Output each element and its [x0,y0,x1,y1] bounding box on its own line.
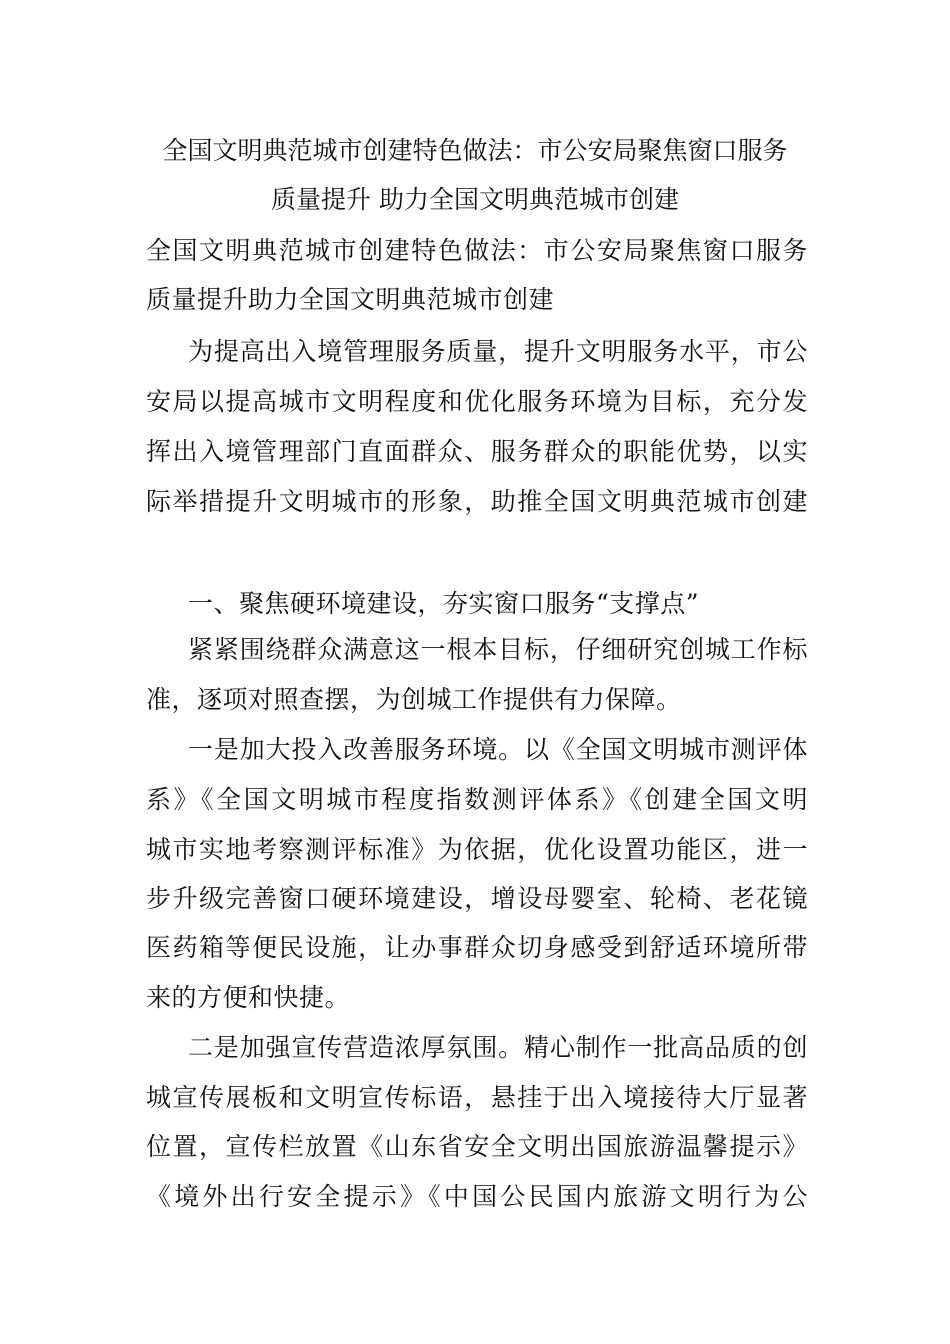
paragraph-1-line-4: 际举措提升文明城市的形象，助推全国文明典范城市创建 [146,487,808,516]
paragraph-3-line-2: 系》《全国文明城市程度指数测评体系》《创建全国文明 [146,785,808,814]
paragraph-4-line-2: 城宣传展板和文明宣传标语，悬挂于出入境接待大厅显著 [146,1083,808,1112]
paragraph-3-line-6: 来的方便和快捷。 [146,983,351,1012]
paragraph-3-line-4: 步升级完善窗口硬环境建设，增设母婴室、轮椅、老花镜 [146,884,808,913]
paragraph-1-line-1: 为提高出入境管理服务质量，提升文明服务水平，市公 [188,337,808,366]
title-line-1: 全国文明典范城市创建特色做法：市公安局聚焦窗口服务 [162,136,788,165]
paragraph-2-line-1: 紧紧围绕群众满意这一根本目标，仔细研究创城工作标 [188,635,808,664]
paragraph-4-line-1: 二是加强宣传营造浓厚氛围。精心制作一批高品质的创 [188,1033,808,1062]
title-line-2: 质量提升 助力全国文明典范城市创建 [271,185,679,214]
paragraph-3-line-3: 城市实地考察测评标准》为依据，优化设置功能区，进一 [146,835,808,864]
paragraph-4-line-3: 位置，宣传栏放置《山东省安全文明出国旅游温馨提示》 [146,1132,808,1161]
paragraph-2-line-2: 准，逐项对照查摆，为创城工作提供有力保障。 [146,685,682,714]
subtitle-line-1: 全国文明典范城市创建特色做法：市公安局聚焦窗口服务 [146,236,808,265]
paragraph-1-line-2: 安局以提高城市文明程度和优化服务环境为目标，充分发 [146,387,808,416]
paragraph-3-line-5: 医药箱等便民设施，让办事群众切身感受到舒适环境所带 [146,933,808,962]
paragraph-4-line-4: 《境外出行安全提示》《中国公民国内旅游文明行为公 [146,1182,808,1211]
paragraph-1-line-3: 挥出入境管理部门直面群众、服务群众的职能优势，以实 [146,437,808,466]
section-heading-1: 一、聚焦硬环境建设，夯实窗口服务“支撑点” [188,589,700,618]
subtitle-line-2: 质量提升助力全国文明典范城市创建 [146,285,555,314]
paragraph-3-line-1: 一是加大投入改善服务环境。以《全国文明城市测评体 [188,735,808,764]
